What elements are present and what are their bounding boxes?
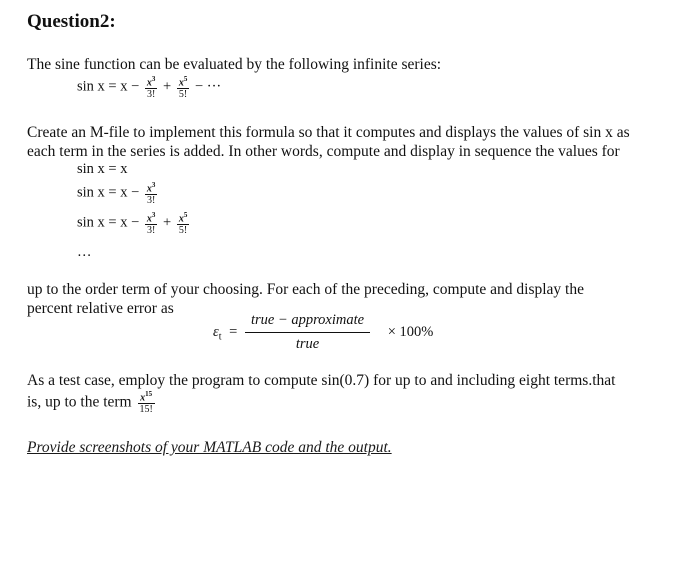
last-term: $\frac{x^{15}}{15!}$: [139, 390, 153, 416]
instruction-line-2: each term in the series is added. In other words, compute and display in sequence the values for: [27, 143, 620, 160]
error-fraction: [245, 312, 370, 353]
series-lhs: sin x = x −: [77, 78, 140, 95]
error-numerator: true − approximate: [250, 312, 365, 328]
screenshot-instruction: Provide screenshots of your MATLAB code and the output.: [27, 439, 392, 456]
series-plus: +: [163, 78, 172, 95]
step-3-term-2: $\frac{x^5}{5!}$: [178, 211, 188, 237]
step-2-term: $\frac{x^3}{3!}$: [146, 181, 156, 207]
steps-ellipsis: …: [77, 244, 92, 260]
error-formula: $\varepsilon_t$ = $\frac{\text{true − approximate}}{\text{true}}$ × 100%: [213, 312, 434, 352]
series-term-1: $\frac{x^3}{3!}$: [146, 75, 156, 101]
test-line-2: is, up to the term $\frac{x^{15}}{15!}$: [27, 390, 153, 416]
series-formula: [77, 74, 221, 100]
step-3-formula: sin x = x − $\frac{x^3}{3!}$ + $\frac{x^5}{5!}$: [77, 211, 188, 237]
instruction-line-1: Create an M-file to implement this formula so that it computes and displays the values of sin x as: [27, 124, 630, 141]
order-line-2: percent relative error as: [27, 300, 174, 317]
step-2-formula: sin x = x − $\frac{x^3}{3!}$: [77, 181, 156, 207]
error-times: × 100%: [387, 323, 434, 340]
test-line-1: As a test case, employ the program to compute sin(0.7) for up to and including eight terms.that: [27, 372, 616, 389]
order-line-1: up to the order term of your choosing. For each of the preceding, compute and display the: [27, 281, 584, 298]
series-tail: − ···: [194, 78, 222, 95]
step-1-formula: sin x = x: [77, 161, 128, 177]
question-title: Question2:: [27, 11, 116, 32]
series-term-2: $\frac{x^5}{5!}$: [178, 75, 188, 101]
error-denominator: true: [245, 332, 370, 353]
intro-text: The sine function can be evaluated by the following infinite series:: [27, 56, 442, 73]
epsilon-symbol: ε: [213, 323, 219, 340]
step-3-term-1: $\frac{x^3}{3!}$: [146, 211, 156, 237]
